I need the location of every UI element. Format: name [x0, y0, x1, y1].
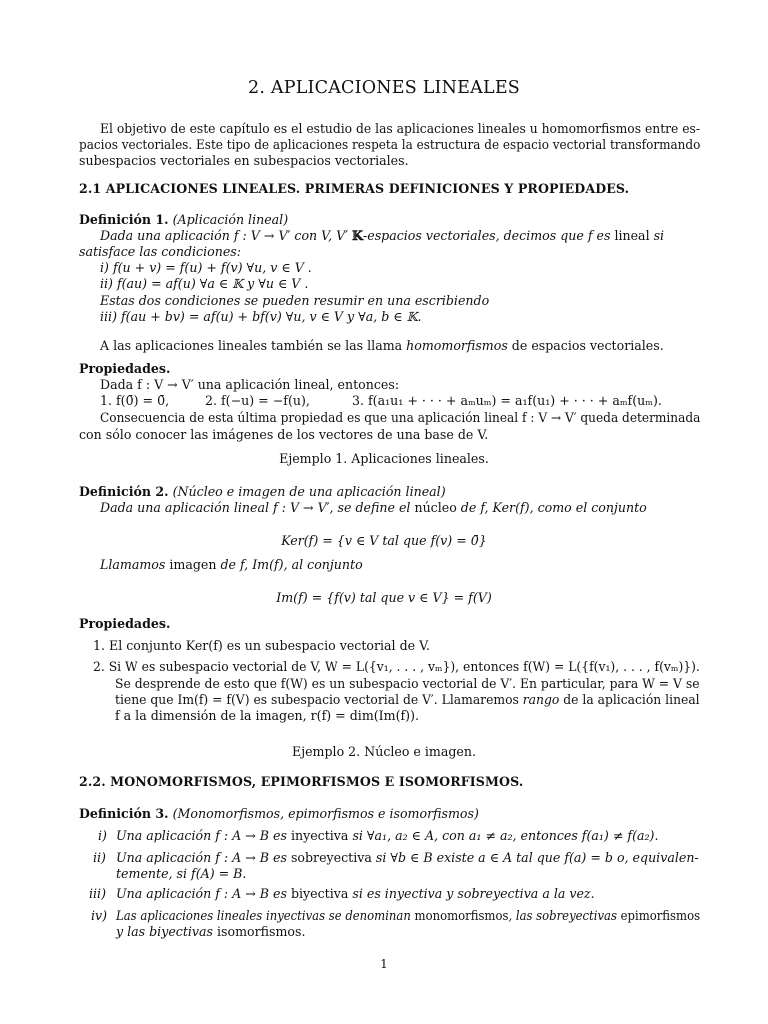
term-inyectiva: inyectiva [290, 828, 349, 843]
term-nucleo: núcleo [414, 500, 457, 515]
property-item-2-line-3 [115, 692, 700, 708]
property-1: 1. f(0̄) = 0̄, [100, 393, 170, 408]
math-run: f : V → V′ [233, 228, 291, 243]
text-run: Dada una aplicación lineal f : V → V′, se define el [100, 500, 415, 515]
intro-line-1: El objetivo de este capítulo es el estudio de las aplicaciones lineales u homomorfismos entre es- [100, 121, 701, 136]
text-run: si ∀a₁, a₂ ∈ A, con a₁ ≠ a₂, entonces f(a₁) ≠ f(a₂). [348, 828, 659, 843]
text-run: . [301, 924, 306, 939]
text-run: y las biyectivas [116, 924, 218, 939]
page-number: 1 [380, 957, 388, 971]
text-run: Una aplicación f : A → B es [116, 828, 291, 843]
term-lineal: lineal [614, 228, 650, 243]
definition-label: Definición 1. [79, 212, 169, 227]
consequence-line-1: Consecuencia de esta última propiedad es que una aplicación lineal f : V → V′ queda determinada [100, 410, 701, 425]
def3-item-iv-number: iv) [91, 908, 108, 923]
def3-item-ii-number: ii) [93, 850, 106, 865]
def3-item-ii-line-2: temente, si f(A) = B. [116, 866, 247, 881]
text-run: de f, Im(f), al conjunto [216, 557, 363, 572]
properties-heading-2: Propiedades. [79, 616, 171, 631]
def1-resume: Estas dos condiciones se pueden resumir en una escribiendo [100, 293, 490, 308]
properties-intro: Dada f : V → V′ una aplicación lineal, entonces: [100, 377, 400, 392]
property-item-2-line-2: Se desprende de esto que f(W) es un subespacio vectorial de V′. En particular, para W = V se [115, 676, 700, 691]
definition-2 [79, 484, 446, 500]
term-imagen: imagen [169, 557, 217, 572]
kernel-formula: Ker(f) = {v ∈ V tal que f(v) = 0̄} [281, 533, 487, 548]
definition-1 [79, 212, 288, 228]
text-run: de f, Ker(f), como el conjunto [456, 500, 647, 515]
def3-item-iv-line-2 [116, 924, 306, 940]
def1-line-2: satisface las condiciones: [79, 244, 241, 259]
text-run: si es inyectiva y sobreyectiva a la vez. [348, 886, 595, 901]
property-item-2-line-1: 2. Si W es subespacio vectorial de V, W = L({v₁, . . . , vₘ}), entonces f(W) = L({f(v₁), . . . , f(vₘ)}). [93, 659, 700, 674]
intro-line-2: pacios vectoriales. Este tipo de aplicaciones respeta la estructura de espacio vectorial transformando [79, 137, 701, 152]
term-isomorfismos: isomorfismos [217, 924, 302, 939]
def3-item-ii-line-1 [116, 850, 699, 866]
def3-item-i-number: i) [98, 828, 107, 843]
text-run: de la aplicación lineal [559, 692, 700, 707]
definition-name: (Monomorfismos, epimorfismos e isomorfismos) [172, 806, 479, 821]
property-item-2-line-4: f a la dimensión de la imagen, r(f) = dim(Im(f)). [115, 708, 419, 723]
def1-line-1 [100, 228, 664, 244]
text-run: si ∀b ∈ B existe a ∈ A tal que f(a) = b o, equivalen- [371, 850, 699, 865]
def1-condition-i: i) f(u + v) = f(u) + f(v) ∀u, v ∈ V . [100, 260, 312, 275]
def2-line-2 [100, 557, 363, 573]
def3-item-i [116, 828, 658, 844]
text-run: tiene que Im(f) = f(V) es subespacio vectorial de V′. Llamaremos [115, 692, 523, 707]
intro-line-3: subespacios vectoriales en subespacios vectoriales. [79, 153, 409, 168]
definition-name: (Núcleo e imagen de una aplicación lineal) [172, 484, 446, 499]
property-3: 3. f(a₁u₁ + · · · + aₘuₘ) = a₁f(u₁) + · · · + aₘf(uₘ). [352, 393, 662, 408]
text-run: -espacios vectoriales, decimos que f es [362, 228, 615, 243]
text-run: si [649, 228, 665, 243]
property-2: 2. f(−u) = −f(u), [205, 393, 310, 408]
term-epimorfismos: epimorfismos [620, 908, 701, 923]
definition-3 [79, 806, 479, 822]
term-sobreyectiva: sobreyectiva [290, 850, 372, 865]
term-biyectiva: biyectiva [290, 886, 349, 901]
field-symbol: 𝕂 [352, 228, 363, 243]
definition-label: Definición 2. [79, 484, 169, 499]
text-run: A las aplicaciones lineales también se las llama [100, 338, 407, 353]
text-run: Una aplicación f : A → B es [116, 850, 291, 865]
term-homomorfismos: homomorfismos [406, 338, 508, 353]
term-rango: rango [522, 692, 560, 707]
def1-condition-iii: iii) f(au + bv) = af(u) + bf(v) ∀u, v ∈ V y ∀a, b ∈ 𝕂. [100, 309, 422, 324]
example-1: Ejemplo 1. Aplicaciones lineales. [279, 451, 489, 466]
definition-label: Definición 3. [79, 806, 169, 821]
text-run: , las sobreyectivas [508, 908, 621, 923]
text-run: con V, V′ [290, 228, 353, 243]
definition-name: (Aplicación lineal) [172, 212, 289, 227]
image-formula: Im(f) = {f(v) tal que v ∈ V} = f(V) [276, 590, 492, 605]
example-2: Ejemplo 2. Núcleo e imagen. [292, 744, 476, 759]
def3-item-iii [116, 886, 595, 902]
def1-condition-ii: ii) f(au) = af(u) ∀a ∈ 𝕂 y ∀u ∈ V . [100, 276, 309, 291]
text-run: Dada una aplicación [100, 228, 234, 243]
section-heading-2-1: 2.1 APLICACIONES LINEALES. PRIMERAS DEFINICIONES Y PROPIEDADES. [79, 181, 630, 196]
term-monomorfismos: monomorfismos [414, 908, 509, 923]
text-run: Una aplicación f : A → B es [116, 886, 291, 901]
def3-item-iii-number: iii) [89, 886, 106, 901]
def3-item-iv-line-1 [116, 908, 700, 924]
text-run: Llamamos [100, 557, 170, 572]
properties-heading-1: Propiedades. [79, 361, 171, 376]
property-item-1: 1. El conjunto Ker(f) es un subespacio vectorial de V. [93, 638, 430, 653]
chapter-title: 2. APLICACIONES LINEALES [248, 78, 520, 98]
consequence-line-2: con sólo conocer las imágenes de los vectores de una base de V. [79, 427, 489, 442]
text-run: de espacios vectoriales. [507, 338, 664, 353]
section-heading-2-2: 2.2. MONOMORFISMOS, EPIMORFISMOS E ISOMORFISMOS. [79, 774, 524, 789]
def2-line-1 [100, 500, 647, 516]
homomorphism-note [100, 338, 664, 354]
text-run: Las aplicaciones lineales inyectivas se denominan [116, 908, 415, 923]
